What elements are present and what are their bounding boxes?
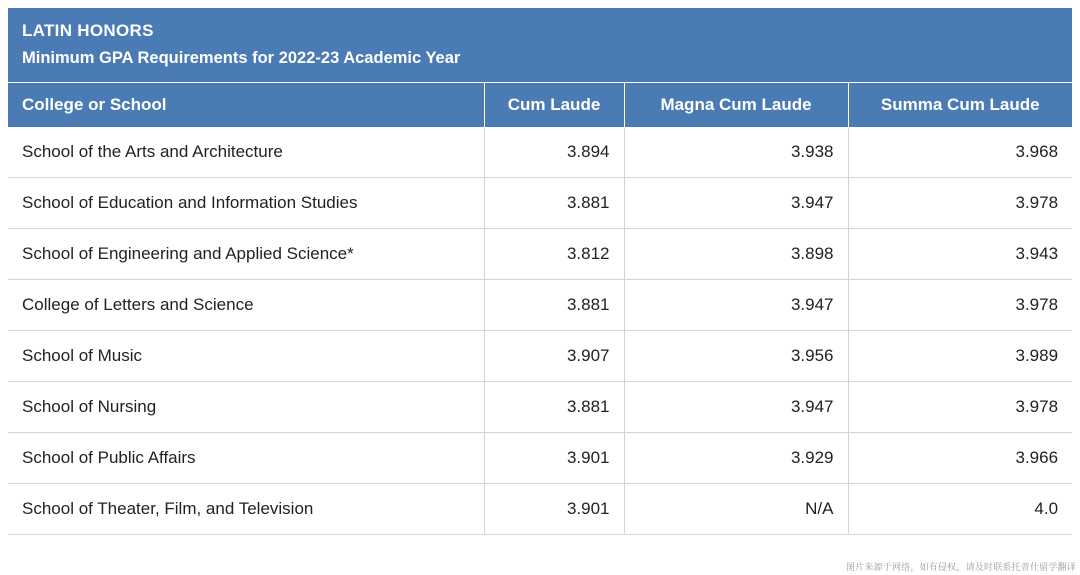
cell-magna-cum-laude: N/A: [624, 484, 848, 535]
table-row: [8, 331, 1072, 382]
table-row: [8, 178, 1072, 229]
cell-school: School of Engineering and Applied Science*: [8, 229, 484, 280]
cell-cum-laude: 3.901: [484, 433, 624, 484]
table-header: [8, 8, 1072, 127]
cell-magna-cum-laude: 3.947: [624, 382, 848, 433]
cell-cum-laude: 3.812: [484, 229, 624, 280]
table-title-row: [8, 8, 1072, 83]
table-title-cell: [8, 8, 1072, 83]
cell-summa-cum-laude: 3.966: [848, 433, 1072, 484]
cell-school: School of Public Affairs: [8, 433, 484, 484]
table-row: [8, 484, 1072, 535]
cell-school: School of Education and Information Studies: [8, 178, 484, 229]
cell-school: School of Music: [8, 331, 484, 382]
latin-honors-table-container: [8, 8, 1072, 535]
table-subtitle: Minimum GPA Requirements for 2022-23 Academic Year: [22, 48, 461, 67]
cell-summa-cum-laude: 3.978: [848, 280, 1072, 331]
cell-school: College of Letters and Science: [8, 280, 484, 331]
cell-magna-cum-laude: 3.898: [624, 229, 848, 280]
cell-summa-cum-laude: 3.943: [848, 229, 1072, 280]
latin-honors-table: [8, 8, 1072, 535]
cell-cum-laude: 3.907: [484, 331, 624, 382]
cell-magna-cum-laude: 3.947: [624, 178, 848, 229]
cell-magna-cum-laude: 3.938: [624, 127, 848, 178]
table-row: [8, 280, 1072, 331]
cell-cum-laude: 3.901: [484, 484, 624, 535]
cell-summa-cum-laude: 3.978: [848, 178, 1072, 229]
column-header-cum-laude: Cum Laude: [484, 83, 624, 128]
cell-cum-laude: 3.894: [484, 127, 624, 178]
cell-summa-cum-laude: 3.978: [848, 382, 1072, 433]
cell-school: School of the Arts and Architecture: [8, 127, 484, 178]
table-body: [8, 127, 1072, 535]
table-row: [8, 127, 1072, 178]
cell-magna-cum-laude: 3.947: [624, 280, 848, 331]
cell-summa-cum-laude: 3.968: [848, 127, 1072, 178]
table-row: [8, 433, 1072, 484]
cell-summa-cum-laude: 3.989: [848, 331, 1072, 382]
column-header-magna-cum-laude: Magna Cum Laude: [624, 83, 848, 128]
cell-cum-laude: 3.881: [484, 382, 624, 433]
cell-summa-cum-laude: 4.0: [848, 484, 1072, 535]
cell-school: School of Theater, Film, and Television: [8, 484, 484, 535]
table-column-header-row: [8, 83, 1072, 128]
watermark-text: 图片来源于网络，如有侵权，请及时联系托普仕留学翻译: [845, 562, 1076, 572]
table-title: LATIN HONORS: [22, 21, 154, 40]
cell-cum-laude: 3.881: [484, 178, 624, 229]
cell-school: School of Nursing: [8, 382, 484, 433]
column-header-summa-cum-laude: Summa Cum Laude: [848, 83, 1072, 128]
column-header-school: College or School: [8, 83, 484, 128]
cell-magna-cum-laude: 3.956: [624, 331, 848, 382]
table-row: [8, 382, 1072, 433]
table-row: [8, 229, 1072, 280]
cell-cum-laude: 3.881: [484, 280, 624, 331]
cell-magna-cum-laude: 3.929: [624, 433, 848, 484]
